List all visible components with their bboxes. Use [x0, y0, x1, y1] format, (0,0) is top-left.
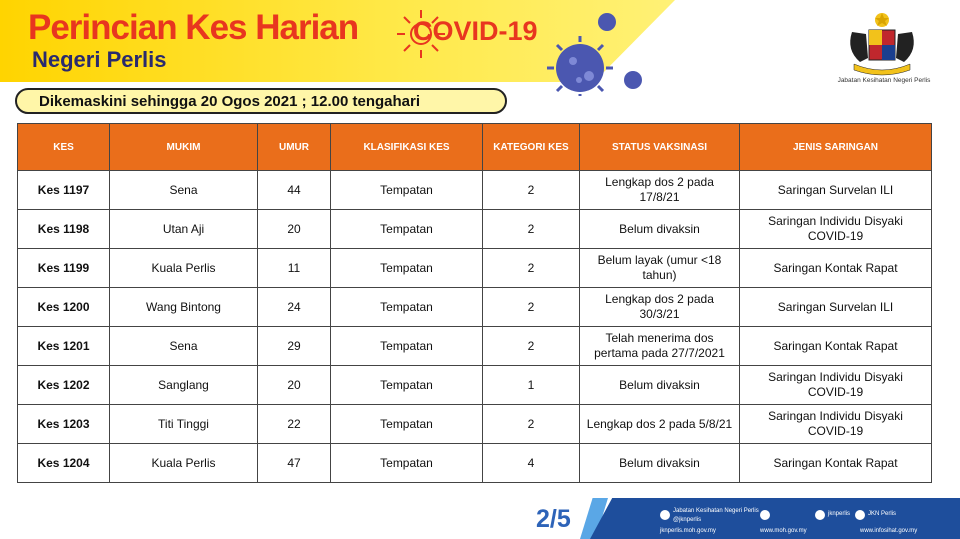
footer-handle-3: JKN Perlis [868, 511, 897, 517]
age-cell: 24 [258, 288, 331, 327]
footer-org: Jabatan Kesihatan Negeri Perlis [673, 508, 759, 514]
table-row [18, 288, 932, 327]
footer-url: jknperlis.moh.gov.my [660, 528, 716, 534]
update-banner [15, 88, 507, 114]
mukim-cell: Wang Bintong [110, 288, 258, 327]
classification-cell: Tempatan [331, 366, 483, 405]
case-id: Kes 1204 [18, 444, 110, 483]
twitter-icon [760, 510, 770, 520]
age-cell: 20 [258, 366, 331, 405]
table-row [18, 366, 932, 405]
footer-url-2: www.moh.gov.my [760, 528, 807, 534]
screening-cell: Saringan Kontak Rapat [740, 327, 932, 366]
category-cell: 2 [483, 249, 580, 288]
table-row [18, 327, 932, 366]
update-text: Dikemaskini sehingga 20 Ogos 2021 ; 12.00 tengahari [39, 93, 420, 110]
screening-cell: Saringan Survelan ILI [740, 288, 932, 327]
table-row [18, 171, 932, 210]
vaccination-cell: Belum divaksin [580, 210, 740, 249]
age-cell: 44 [258, 171, 331, 210]
column-header: JENIS SARINGAN [740, 124, 932, 171]
category-cell: 1 [483, 366, 580, 405]
mukim-cell: Kuala Perlis [110, 249, 258, 288]
facebook-icon [660, 510, 670, 520]
footer-handle: @jknperlis [673, 517, 702, 523]
table-row [18, 444, 932, 483]
column-header: STATUS VAKSINASI [580, 124, 740, 171]
column-header: UMUR [258, 124, 331, 171]
table-row [18, 249, 932, 288]
case-id: Kes 1198 [18, 210, 110, 249]
screening-cell: Saringan Survelan ILI [740, 171, 932, 210]
mukim-cell: Sanglang [110, 366, 258, 405]
case-id: Kes 1203 [18, 405, 110, 444]
vaccination-cell: Lengkap dos 2 pada 30/3/21 [580, 288, 740, 327]
category-cell: 4 [483, 444, 580, 483]
screening-cell: Saringan Kontak Rapat [740, 444, 932, 483]
table-row [18, 405, 932, 444]
classification-cell: Tempatan [331, 405, 483, 444]
vaccination-cell: Lengkap dos 2 pada 17/8/21 [580, 171, 740, 210]
classification-cell: Tempatan [331, 288, 483, 327]
vaccination-cell: Belum divaksin [580, 366, 740, 405]
agency-label: Jabatan Kesihatan Negeri Perlis [837, 77, 931, 84]
footer-url-3: www.infosihat.gov.my [860, 528, 918, 534]
column-header: KATEGORI KES [483, 124, 580, 171]
vaccination-cell: Lengkap dos 2 pada 5/8/21 [580, 405, 740, 444]
screening-cell: Saringan Kontak Rapat [740, 249, 932, 288]
classification-cell: Tempatan [331, 171, 483, 210]
instagram-icon [815, 510, 825, 520]
vaccination-cell: Telah menerima dos pertama pada 27/7/2021 [580, 327, 740, 366]
column-header: KES [18, 124, 110, 171]
cases-table [17, 123, 932, 483]
screening-cell: Saringan Individu Disyaki COVID-19 [740, 210, 932, 249]
page-number: 2/5 [536, 505, 571, 533]
screening-cell: Saringan Individu Disyaki COVID-19 [740, 405, 932, 444]
page-subtitle: Negeri Perlis [32, 47, 167, 72]
category-cell: 2 [483, 171, 580, 210]
case-id: Kes 1199 [18, 249, 110, 288]
covid-label: COVID-19 [413, 16, 538, 46]
table-header-row [18, 124, 932, 171]
classification-cell: Tempatan [331, 249, 483, 288]
coat-of-arms-logo [842, 10, 922, 78]
web-icon [855, 510, 865, 520]
age-cell: 20 [258, 210, 331, 249]
category-cell: 2 [483, 405, 580, 444]
screening-cell: Saringan Individu Disyaki COVID-19 [740, 366, 932, 405]
case-id: Kes 1201 [18, 327, 110, 366]
case-id: Kes 1197 [18, 171, 110, 210]
vaccination-cell: Belum divaksin [580, 444, 740, 483]
column-header: KLASIFIKASI KES [331, 124, 483, 171]
table-row [18, 210, 932, 249]
classification-cell: Tempatan [331, 327, 483, 366]
case-id: Kes 1202 [18, 366, 110, 405]
mukim-cell: Sena [110, 327, 258, 366]
category-cell: 2 [483, 210, 580, 249]
vaccination-cell: Belum layak (umur <18 tahun) [580, 249, 740, 288]
mukim-cell: Sena [110, 171, 258, 210]
age-cell: 22 [258, 405, 331, 444]
mukim-cell: Kuala Perlis [110, 444, 258, 483]
category-cell: 2 [483, 288, 580, 327]
mukim-cell: Utan Aji [110, 210, 258, 249]
age-cell: 29 [258, 327, 331, 366]
age-cell: 11 [258, 249, 331, 288]
case-id: Kes 1200 [18, 288, 110, 327]
category-cell: 2 [483, 327, 580, 366]
page-title: Perincian Kes Harian [28, 8, 359, 47]
footer-handle-2: jknperlis [828, 511, 851, 517]
mukim-cell: Titi Tinggi [110, 405, 258, 444]
classification-cell: Tempatan [331, 210, 483, 249]
column-header: MUKIM [110, 124, 258, 171]
age-cell: 47 [258, 444, 331, 483]
classification-cell: Tempatan [331, 444, 483, 483]
